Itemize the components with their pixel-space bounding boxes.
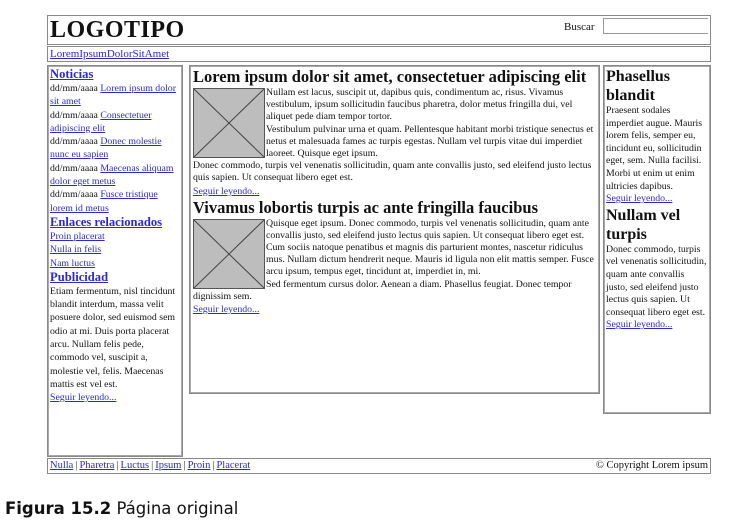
footer-link[interactable]: Nulla xyxy=(50,460,74,471)
figure-caption-label: Figura 15.2 xyxy=(5,499,112,518)
article-paragraph: Donec commodo, turpis vel venenatis sollicitudin, quam ante convallis justo, sed eleifend justo lectus quis sapien. Ut consequat libero eget est. xyxy=(193,160,592,184)
article-title: Lorem ipsum dolor sit amet, consectetuer adipiscing elit xyxy=(193,67,587,86)
menu-bar xyxy=(47,46,711,62)
news-item xyxy=(50,162,180,189)
footer-link[interactable]: Placerat xyxy=(216,460,251,471)
news-link[interactable]: Lorem ipsum dolor sit amet xyxy=(50,83,176,108)
article-paragraph: Vestibulum pulvinar urna et quam. Pellentesque habitant morbi tristique senectus et netus et malesuada fames ac turpis egestas. Nullam vel turpis vitae dui imperdiet laoreet. Quisque eget ipsum. xyxy=(266,123,594,160)
side-block-title: Nullam vel turpis xyxy=(606,206,681,243)
article-paragraph: Quisque eget ipsum. Donec commodo, turpis vel venenatis sollicitudin, quam ante convallis justo, sed eleifend justo lectus quis sapien. Ut consequat libero eget est. xyxy=(266,217,589,241)
side-block-text: Donec commodo, turpis vel venenatis sollicitudin, quam ante convallis justo, sed eleifend justo lectus quis sapien. Ut consequat libero eget est. xyxy=(606,243,707,318)
news-date: dd/mm/aaaa xyxy=(50,136,98,148)
main-content xyxy=(189,65,600,394)
footer-separator: | xyxy=(75,460,78,471)
footer-link[interactable]: Luctus xyxy=(120,460,150,471)
news-date: dd/mm/aaaa xyxy=(50,189,98,201)
footer-separator: | xyxy=(151,460,154,471)
copyright-text: © Copyright Lorem ipsum xyxy=(595,460,708,471)
side-block-read-more-link[interactable]: Seguir leyendo... xyxy=(606,319,673,331)
side-block-title: Phasellus blandit xyxy=(606,68,671,104)
figure-caption xyxy=(5,499,238,518)
ad-read-more-link[interactable]: Seguir leyendo... xyxy=(50,392,117,404)
search-input[interactable] xyxy=(603,18,708,34)
article-body xyxy=(193,87,596,185)
related-link[interactable]: Proin placerat xyxy=(50,230,105,242)
ad-text: Etiam fermentum, nisl tincidunt blandit interdum, massa velit posuere dolor, sed euismod sem odio at mi. Duis porta placerat arcu. Nullam felis pede, commodo vel, suscipit a, molestie vel, felis. Maecenas mattis est vel est. xyxy=(50,285,176,390)
related-links-title-link[interactable]: Enlaces relacionados xyxy=(50,214,163,229)
menu-link[interactable]: LoremIpsumDolorSitAmet xyxy=(50,48,170,60)
article-body xyxy=(193,218,596,303)
news-item xyxy=(50,188,180,215)
article-paragraph: Cum sociis natoque penatibus et magnis dis parturient montes, nascetur ridiculus mus. Nullam dictum hendrerit neque. Mauris id ligula non elit mattis semper. Fusce arcu ipsum, tempus eget, tincidunt at, imperdiet in, mi. xyxy=(266,242,594,278)
search-label: Buscar xyxy=(564,21,595,33)
ad-title xyxy=(50,270,180,285)
article-paragraph: Sed fermentum cursus dolor. Aenean a diam. Phasellus feugiat. Donec tempor dignissim sem. xyxy=(193,278,572,302)
footer-link[interactable]: Ipsum xyxy=(155,460,182,471)
side-block-text: Praesent sodales imperdiet augue. Mauris lorem felis, semper eu, tincidunt eu, sollicitudin eget, sem. Nulla facilisi. Morbi ut enim ut enim ultricies dapibus. xyxy=(606,105,703,192)
right-sidebar xyxy=(603,65,711,414)
footer-link[interactable]: Proin xyxy=(187,460,211,471)
related-link[interactable]: Nam luctus xyxy=(50,257,95,269)
news-section-title xyxy=(50,67,180,82)
article-title: Vivamus lobortis turpis ac ante fringilla faucibus xyxy=(193,197,538,217)
news-date: dd/mm/aaaa xyxy=(50,162,98,174)
image-placeholder-icon xyxy=(193,219,265,289)
footer-separator: | xyxy=(116,460,119,471)
logo: LOGOTIPO xyxy=(50,17,185,43)
related-links-title xyxy=(50,215,180,230)
news-link[interactable]: Fusce tristique lorem id metus xyxy=(50,189,158,214)
article-read-more-link[interactable]: Seguir leyendo... xyxy=(193,304,260,316)
footer-separator: | xyxy=(212,460,215,471)
left-sidebar xyxy=(47,65,183,457)
news-link[interactable]: Consectetuer adipiscing elit xyxy=(50,109,152,134)
image-placeholder-icon xyxy=(193,88,265,158)
ad-title-link[interactable]: Publicidad xyxy=(50,269,109,284)
news-date: dd/mm/aaaa xyxy=(50,83,98,94)
footer-links xyxy=(50,459,250,473)
related-link[interactable]: Nulla in felis xyxy=(50,244,102,256)
news-item xyxy=(50,109,180,136)
header xyxy=(47,15,711,45)
side-block-read-more-link[interactable]: Seguir leyendo... xyxy=(606,193,673,205)
article-paragraph: Nullam est lacus, suscipit ut, dapibus quis, condimentum ac, risus. Vivamus vestibulum, ipsum sollicitudin faucibus pharetra, dolor metus fringilla dui, vel aliquet pede diam tempor tortor. xyxy=(266,87,573,123)
news-link[interactable]: Donec molestie nunc eu sapien xyxy=(50,136,162,161)
news-link[interactable]: Maecenas aliquam dolor eget metus xyxy=(50,162,174,188)
news-date: dd/mm/aaaa xyxy=(50,109,98,121)
footer-separator: | xyxy=(183,460,186,471)
figure-caption-text: Página original xyxy=(116,499,239,518)
news-item xyxy=(50,82,180,109)
news-title-link[interactable]: Noticias xyxy=(50,67,94,81)
news-item xyxy=(50,135,180,162)
article-read-more-link[interactable]: Seguir leyendo... xyxy=(193,185,260,197)
footer xyxy=(47,458,711,474)
footer-link[interactable]: Pharetra xyxy=(79,460,115,471)
